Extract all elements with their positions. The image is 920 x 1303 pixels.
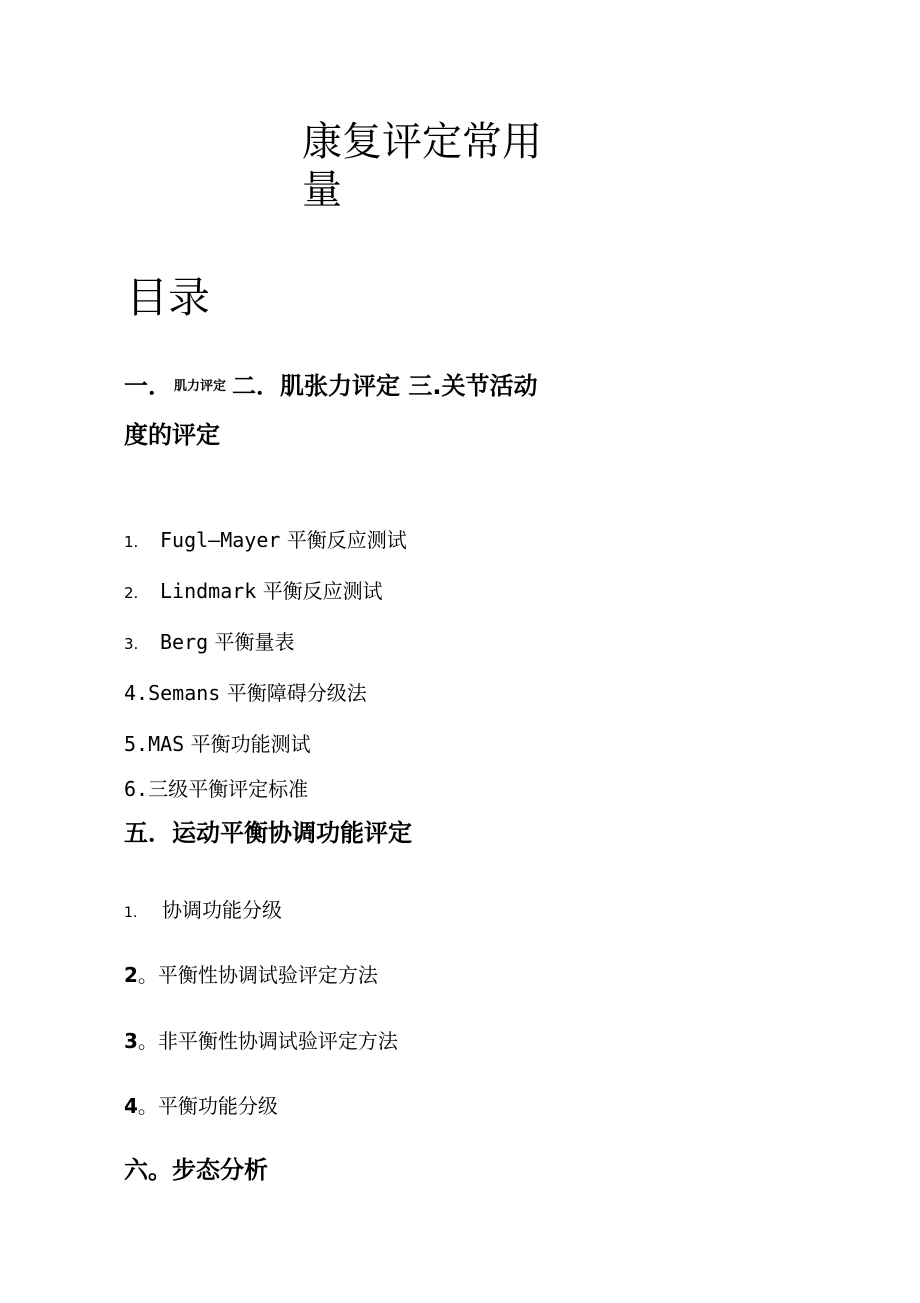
item-desc: 平衡功能分级 — [157, 1094, 278, 1118]
item-separator: 。 — [137, 1029, 158, 1053]
item-desc: 协调功能分级 — [162, 898, 282, 922]
item-number: 1. — [124, 533, 139, 551]
item-separator: 。 — [137, 963, 158, 987]
section-3-label: 三.关节活动 — [408, 372, 538, 400]
item-desc: 平衡量表 — [214, 630, 295, 654]
list-item — [124, 578, 383, 606]
item-number: 2. — [124, 584, 139, 602]
title-line-2: 量 — [302, 167, 342, 213]
item-number: 5. — [124, 732, 149, 756]
item-desc: 平衡性协调试验评定方法 — [157, 963, 378, 987]
item-name: Berg — [160, 630, 209, 654]
section-1-prefix: 一． — [124, 372, 172, 400]
item-name: Semans — [148, 681, 221, 705]
item-number: 4. — [124, 681, 149, 705]
list-item — [124, 1028, 398, 1054]
list-item — [124, 680, 367, 706]
title-line-1: 康复评定常用 — [302, 119, 542, 165]
item-number: 1. — [124, 905, 138, 921]
document-title — [302, 118, 542, 214]
item-number: 3 — [124, 1029, 138, 1053]
list-item — [124, 629, 295, 657]
list-item — [124, 776, 308, 802]
item-number: 4 — [124, 1094, 138, 1118]
item-number: 6. — [124, 777, 149, 801]
item-number: 2 — [124, 963, 138, 987]
item-desc: 平衡反应测试 — [262, 579, 383, 603]
section-2-label: 二．肌张力评定 — [232, 372, 401, 400]
item-separator: 。 — [137, 1094, 158, 1118]
toc-sections-line — [124, 371, 538, 402]
section-3-continuation: 度的评定 — [124, 421, 220, 449]
item-number: 3. — [124, 635, 139, 653]
item-desc: 非平衡性协调试验评定方法 — [157, 1029, 398, 1053]
list-item — [124, 897, 282, 926]
list-item — [124, 731, 311, 757]
item-desc: 三级平衡评定标准 — [148, 777, 309, 801]
section-6-heading: 六。步态分析 — [124, 1156, 268, 1184]
item-name: Lindmark — [160, 579, 257, 603]
section-5-heading: 五．运动平衡协调功能评定 — [124, 819, 412, 847]
item-name: MAS — [148, 732, 185, 756]
list-item — [124, 962, 378, 988]
item-desc: 平衡反应测试 — [286, 528, 407, 552]
item-desc: 平衡功能测试 — [190, 732, 311, 756]
list-item — [124, 1093, 278, 1119]
toc-heading: 目录 — [126, 273, 211, 322]
item-desc: 平衡障碍分级法 — [226, 681, 367, 705]
list-item — [124, 527, 407, 555]
section-1-label: 肌力评定 — [174, 379, 227, 394]
item-name: Fugl—Mayer — [160, 528, 281, 552]
